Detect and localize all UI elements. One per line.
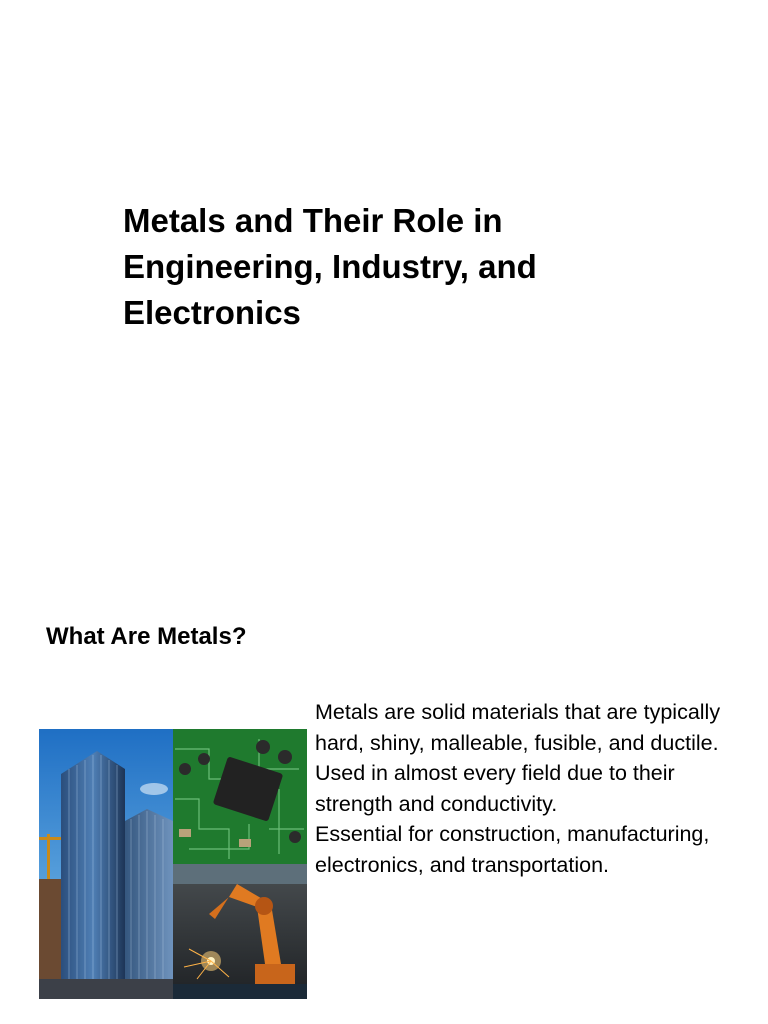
body-text (315, 697, 735, 881)
paragraph-definition: Metals are solid materials that are typically hard, shiny, malleable, fusible, and ductile. (315, 700, 721, 755)
section-heading: What Are Metals? (46, 623, 247, 650)
metals-collage (39, 729, 307, 999)
circuit-board-image (173, 729, 307, 864)
paragraph-usage: Used in almost every field due to their strength and conductivity. (315, 761, 675, 816)
robot-arm-image (173, 864, 307, 999)
skyscraper-image (39, 729, 173, 999)
paragraph-importance: Essential for construction, manufacturing, electronics, and transportation. (315, 822, 710, 877)
slide-title: Metals and Their Role in Engineering, Industry, and Electronics (123, 202, 537, 331)
